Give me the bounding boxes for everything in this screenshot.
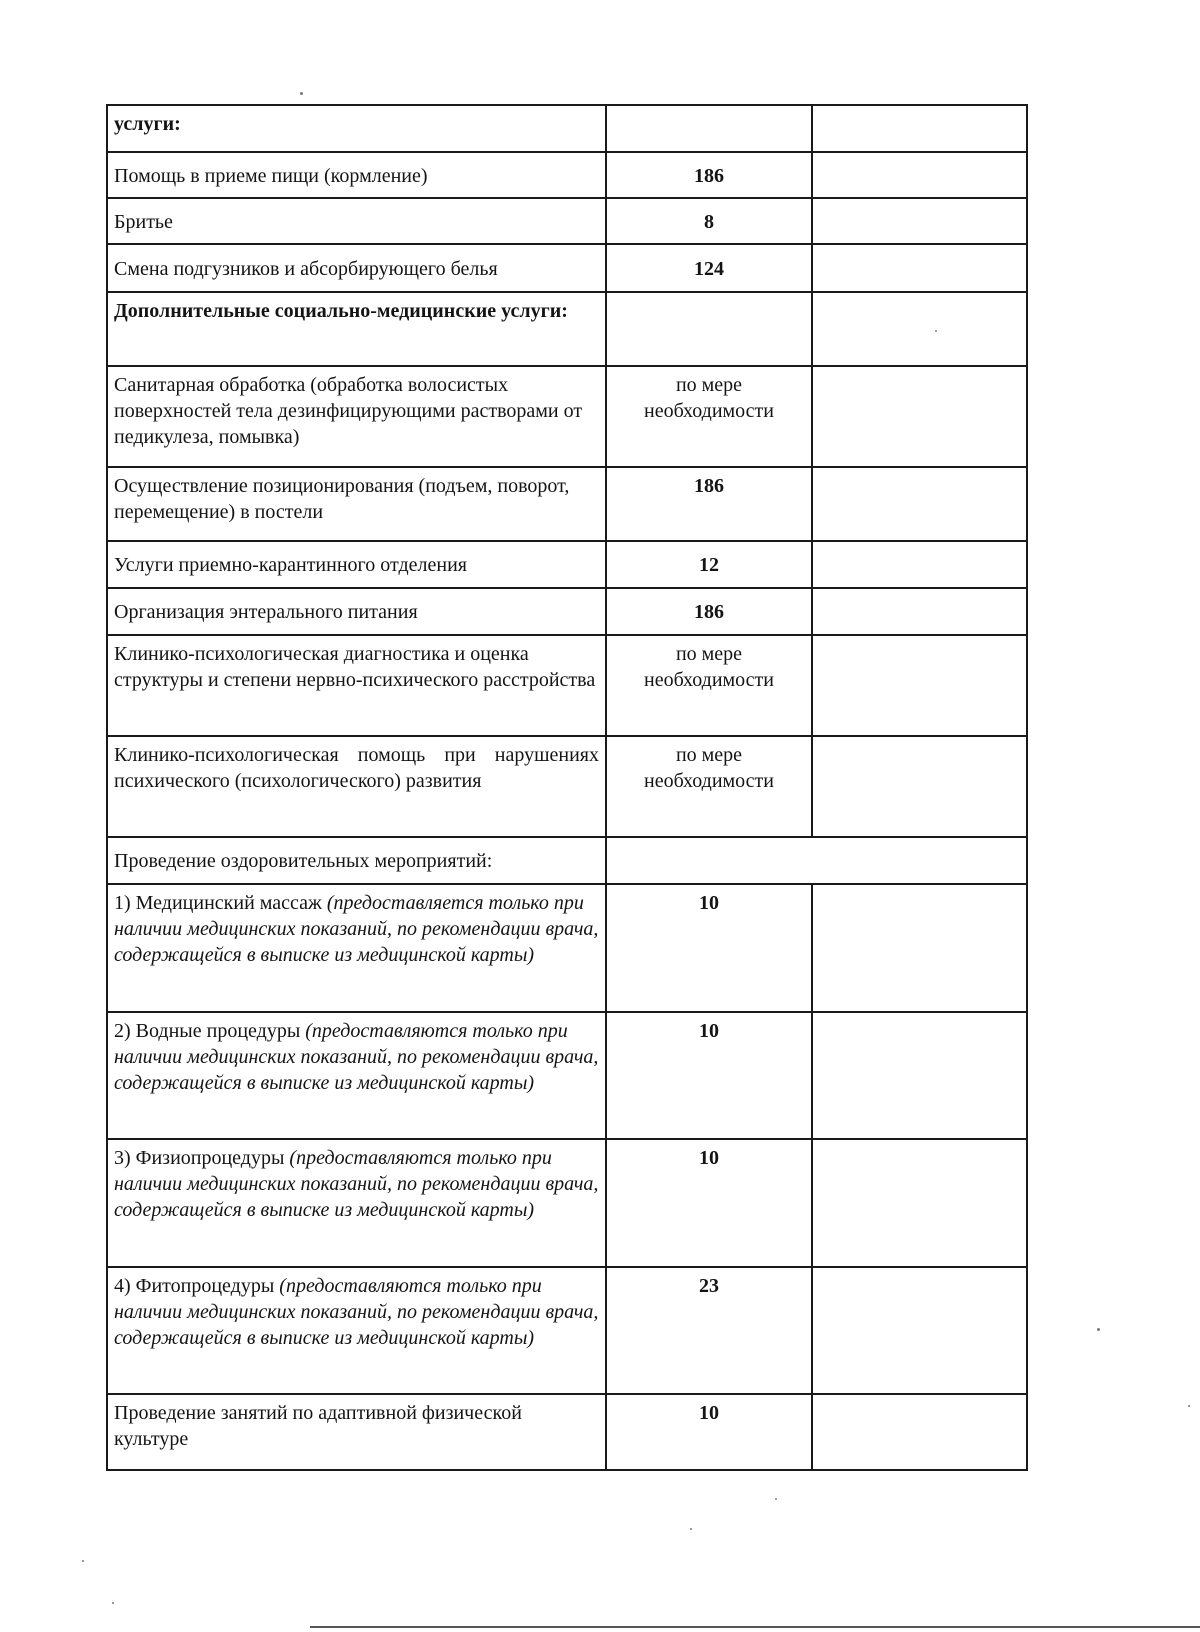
quantity-cell: 10	[606, 1139, 812, 1267]
service-title: 1) Медицинский массаж	[114, 892, 322, 914]
service-name-cell: Клинико-психологическая диагностика и оценка структуры и степени нервно-психического расстройства	[107, 635, 606, 736]
service-name-cell: Услуги приемно-карантинного отделения	[107, 541, 606, 588]
blank-cell	[812, 105, 1027, 152]
table-row	[107, 152, 1027, 198]
blank-cell	[812, 541, 1027, 588]
quantity-cell: 10	[606, 1012, 812, 1139]
service-name-cell: Проведение занятий по адаптивной физической культуре	[107, 1394, 606, 1470]
blank-cell	[812, 198, 1027, 244]
quantity-cell	[606, 292, 812, 366]
table-row	[107, 736, 1027, 837]
service-note: (предоставляются только при наличии медицинских показаний, по рекомендации врача, содержащейся в выписке из медицинской карты)	[114, 1147, 599, 1221]
table-row	[107, 244, 1027, 292]
blank-cell	[812, 366, 1027, 467]
quantity-cell: 186	[606, 588, 812, 635]
quantity-cell: 23	[606, 1267, 812, 1394]
blank-cell	[812, 244, 1027, 292]
service-name-cell	[107, 884, 606, 1012]
section-heading: услуги:	[114, 113, 181, 135]
quantity-cell: 10	[606, 884, 812, 1012]
service-name-cell: Проведение оздоровительных мероприятий:	[107, 837, 606, 884]
scan-speck	[1188, 1405, 1190, 1407]
scan-speck	[300, 92, 303, 95]
table-row	[107, 198, 1027, 244]
blank-cell	[812, 635, 1027, 736]
scan-speck	[935, 330, 937, 332]
scan-speck	[690, 1528, 692, 1530]
table-row	[107, 884, 1027, 1012]
quantity-cell: по мере необходимости	[606, 736, 812, 837]
merged-blank-cell	[606, 837, 1027, 884]
quantity-cell: по мере необходимости	[606, 635, 812, 736]
service-name-cell: Клинико-психологическая помощь при нарушениях психического (психологического) развития	[107, 736, 606, 837]
table-row	[107, 1267, 1027, 1394]
service-note: (предоставляется только при наличии медицинских показаний, по рекомендации врача, содержащейся в выписке из медицинской карты)	[114, 892, 599, 966]
scan-speck	[775, 1498, 777, 1500]
service-title: 2) Водные процедуры	[114, 1020, 301, 1042]
blank-cell	[812, 1394, 1027, 1470]
quantity-cell: 10	[606, 1394, 812, 1470]
quantity-cell	[606, 105, 812, 152]
service-name-cell: Организация энтерального питания	[107, 588, 606, 635]
section-heading: Дополнительные социально-медицинские услуги:	[114, 300, 568, 322]
table-row	[107, 292, 1027, 366]
service-name-cell: Осуществление позиционирования (подъем, поворот, перемещение) в постели	[107, 467, 606, 541]
table-row	[107, 541, 1027, 588]
service-note: (предоставляются только при наличии медицинских показаний, по рекомендации врача, содержащейся в выписке из медицинской карты)	[114, 1275, 599, 1349]
quantity-cell: 12	[606, 541, 812, 588]
service-name-cell: Смена подгузников и абсорбирующего белья	[107, 244, 606, 292]
table-row	[107, 1012, 1027, 1139]
blank-cell	[812, 467, 1027, 541]
blank-cell	[812, 884, 1027, 1012]
blank-cell	[812, 736, 1027, 837]
scan-speck	[112, 1602, 114, 1604]
service-name-cell: Санитарная обработка (обработка волосистых поверхностей тела дезинфицирующими растворами от педикулеза, помывка)	[107, 366, 606, 467]
blank-cell	[812, 588, 1027, 635]
quantity-cell: 186	[606, 467, 812, 541]
service-name-cell	[107, 1012, 606, 1139]
table-row	[107, 588, 1027, 635]
table-row	[107, 1394, 1027, 1470]
blank-cell	[812, 1012, 1027, 1139]
blank-cell	[812, 292, 1027, 366]
blank-cell	[812, 152, 1027, 198]
table-row	[107, 1139, 1027, 1267]
service-name-cell	[107, 292, 606, 366]
service-title: 3) Физиопроцедуры	[114, 1147, 285, 1169]
service-name-cell	[107, 1267, 606, 1394]
service-name-cell	[107, 105, 606, 152]
service-note: (предоставляются только при наличии медицинских показаний, по рекомендации врача, содержащейся в выписке из медицинской карты)	[114, 1020, 599, 1094]
blank-cell	[812, 1139, 1027, 1267]
scan-speck	[1097, 1328, 1100, 1331]
table-row	[107, 467, 1027, 541]
table-row	[107, 366, 1027, 467]
table-row	[107, 635, 1027, 736]
service-title: 4) Фитопроцедуры	[114, 1275, 275, 1297]
service-name-cell: Бритье	[107, 198, 606, 244]
blank-cell	[812, 1267, 1027, 1394]
service-name-cell: Помощь в приеме пищи (кормление)	[107, 152, 606, 198]
quantity-cell: 186	[606, 152, 812, 198]
quantity-cell: 124	[606, 244, 812, 292]
service-name-cell	[107, 1139, 606, 1267]
quantity-cell: 8	[606, 198, 812, 244]
scan-edge-line	[310, 1626, 1200, 1628]
services-table	[106, 104, 1028, 1471]
table-row	[107, 837, 1027, 884]
quantity-cell: по мере необходимости	[606, 366, 812, 467]
scan-speck	[82, 1560, 84, 1562]
table-row	[107, 105, 1027, 152]
